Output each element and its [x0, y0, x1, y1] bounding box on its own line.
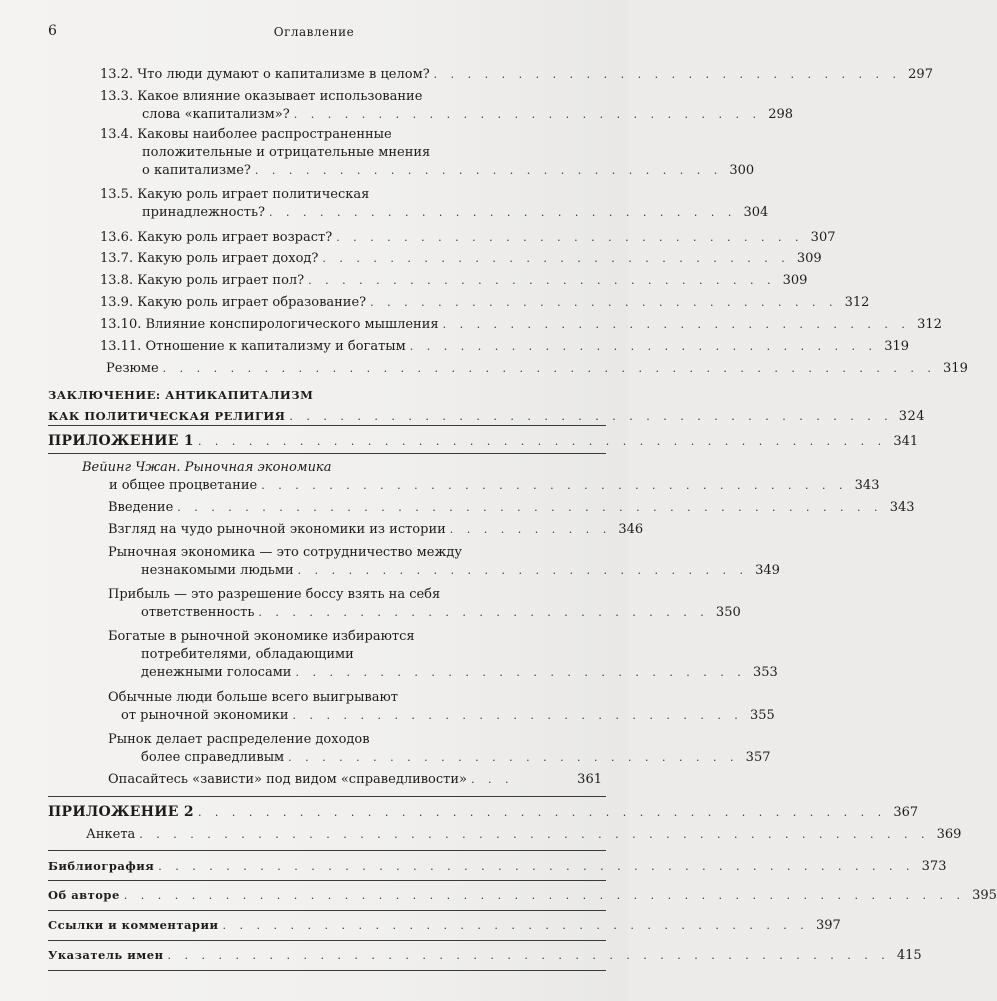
- toc-entry: Введение . . . . . . . . . . . . . . . . . . . . . . . . . . . . . . . . . . . . . . . . . . 343: [108, 500, 915, 515]
- toc-entry-title: 13.4. Каковы наиболее распространенные: [100, 127, 392, 142]
- toc-entry-page: 343: [889, 500, 915, 515]
- toc-entry-page: 312: [844, 295, 870, 310]
- toc-entry-author: Вейинг Чжан. Рыночная экономика: [82, 460, 332, 475]
- toc-entry-title-cont: от рыночной экономики: [121, 708, 289, 723]
- toc-entry-title: Ссылки и комментарии: [48, 918, 219, 932]
- toc-entry-page: 309: [796, 251, 822, 266]
- toc-entry-title-cont: принадлежность?: [142, 205, 265, 220]
- toc-section-appendix-1: ПРИЛОЖЕНИЕ 1 . . . . . . . . . . . . . . . . . . . . . . . . . . . . . . . . . . . . . . . . . 341: [48, 433, 919, 449]
- toc-entry-title: 13.9. Какую роль играет образование?: [100, 295, 367, 310]
- toc-section-notes: Ссылки и комментарии . . . . . . . . . . . . . . . . . . . . . . . . . . . . . . . . . . . 397: [48, 918, 841, 933]
- toc-entry: 13.5. Какую роль играет политическая принадлежность? . . . . . . . . . . . . . . . . . . . . . . . . . . . . 304: [100, 187, 769, 220]
- toc-entry-title: 13.3. Какое влияние оказывает использование: [100, 89, 423, 104]
- section-divider: [48, 425, 606, 426]
- toc-entry-page: 312: [917, 317, 942, 332]
- toc-entry: Опасайтесь «зависти» под видом «справедливости» . . . 361: [108, 772, 602, 787]
- toc-entry-page: 309: [782, 273, 808, 288]
- toc-entry-title: ЗАКЛЮЧЕНИЕ: АНТИКАПИТАЛИЗМ: [48, 388, 314, 402]
- toc-entry-title: Указатель имен: [48, 948, 164, 962]
- toc-entry-title: 13.10. Влияние конспирологического мышления: [100, 317, 439, 332]
- page-number: 6: [48, 23, 57, 39]
- toc-entry: 13.4. Каковы наиболее распространенные положительные и отрицательные мнения о капитализме? . . . . . . . . . . . . . . . . . . . . . . . . . . . . 300: [100, 127, 755, 178]
- toc-entry-page: 343: [854, 478, 880, 493]
- toc-entry-title: Рыночная экономика — это сотрудничество между: [108, 545, 463, 560]
- toc-entry-title: [82, 459, 602, 477]
- toc-entry-page: 349: [755, 563, 780, 578]
- toc-entry-page: 373: [921, 859, 947, 874]
- toc-entry: Взгляд на чудо рыночной экономики из истории . . . . . . . . . . 346: [108, 522, 644, 537]
- toc-entry: Обычные люди больше всего выигрывают от рыночной экономики . . . . . . . . . . . . . . . . . . . . . . . . . . . 355: [108, 690, 775, 723]
- toc-entry-title: Об авторе: [48, 888, 120, 902]
- toc-entry-title: 13.11. Отношение к капитализму и богатым: [100, 339, 406, 354]
- toc-entry-page: 300: [729, 163, 755, 178]
- toc-entry-page: 341: [893, 434, 919, 449]
- toc-entry: 13.10. Влияние конспирологического мышления . . . . . . . . . . . . . . . . . . . . . . . . . . . . 312: [100, 317, 942, 332]
- toc-entry-title: 13.2. Что люди думают о капитализме в целом?: [100, 67, 430, 82]
- toc-entry-title: ПРИЛОЖЕНИЕ 2: [48, 804, 194, 820]
- toc-section-conclusion: ЗАКЛЮЧЕНИЕ: АНТИКАПИТАЛИЗМ КАК ПОЛИТИЧЕСКАЯ РЕЛИГИЯ . . . . . . . . . . . . . . . . . . . . . . . . . . . . . . . . . . . . 324: [48, 388, 926, 424]
- toc-entry-page: 346: [618, 522, 644, 537]
- toc-entry: 13.8. Какую роль играет пол? . . . . . . . . . . . . . . . . . . . . . . . . . . . . 309: [100, 273, 808, 288]
- toc-entry-page: 350: [715, 605, 741, 620]
- toc-entry-page: 353: [752, 665, 778, 680]
- toc-entry-page: 397: [815, 918, 841, 933]
- toc-entry-title-cont: и общее процветание: [109, 478, 258, 493]
- section-divider: [48, 970, 606, 971]
- toc-entry-title: Опасайтесь «зависти» под видом «справедливости»: [108, 772, 467, 787]
- toc-section-index: Указатель имен . . . . . . . . . . . . . . . . . . . . . . . . . . . . . . . . . . . . . . . . . . . 415: [48, 948, 922, 963]
- section-divider: [48, 940, 606, 941]
- section-divider: [48, 796, 606, 797]
- toc-entry-title: 13.6. Какую роль играет возраст?: [100, 230, 333, 245]
- toc-entry: 13.7. Какую роль играет доход? . . . . . . . . . . . . . . . . . . . . . . . . . . . . 309: [100, 251, 822, 266]
- toc-entry-title: 13.7. Какую роль играет доход?: [100, 251, 319, 266]
- running-title: Оглавление: [273, 25, 355, 39]
- toc-entry-page: 367: [893, 805, 919, 820]
- toc-entry-title-cont: ответственность: [141, 605, 255, 620]
- toc-entry-page: 298: [768, 107, 794, 122]
- toc-entry-page: 415: [896, 948, 922, 963]
- toc-entry-page: 361: [577, 772, 602, 787]
- toc-entry-title: Резюме: [106, 361, 159, 376]
- toc-entry: 13.6. Какую роль играет возраст? . . . . . . . . . . . . . . . . . . . . . . . . . . . . 307: [100, 230, 836, 245]
- toc-entry-title-cont: более справедливым: [141, 750, 285, 765]
- toc-entry: 13.11. Отношение к капитализму и богатым . . . . . . . . . . . . . . . . . . . . . . . . . . . . 319: [100, 339, 910, 354]
- toc-entry-title: Богатые в рыночной экономике избираются: [108, 629, 415, 644]
- toc-entry-title-cont: КАК ПОЛИТИЧЕСКАЯ РЕЛИГИЯ: [48, 409, 286, 423]
- toc-section-bibliography: Библиография . . . . . . . . . . . . . . . . . . . . . . . . . . . . . . . . . . . . . . . . . . . . . 373: [48, 859, 947, 874]
- toc-section-about-author: Об авторе . . . . . . . . . . . . . . . . . . . . . . . . . . . . . . . . . . . . . . . . . . . . . . . . . . 395: [48, 888, 997, 903]
- toc-entry-page: 304: [743, 205, 769, 220]
- toc-entry: Вейинг Чжан. Рыночная экономика и общее процветание . . . . . . . . . . . . . . . . . . . . . . . . . . . . . . . . . . . 343: [82, 460, 880, 493]
- toc-entry-title: Библиография: [48, 859, 155, 873]
- toc-entry: 13.3. Какое влияние оказывает использование слова «капитализм»? . . . . . . . . . . . . . . . . . . . . . . . . . . . . 298: [100, 89, 794, 122]
- toc-entry-page: 319: [884, 339, 910, 354]
- toc-entry-page: 369: [936, 827, 962, 842]
- toc-entry-title-cont: слова «капитализм»?: [142, 107, 290, 122]
- toc-entry-page: 324: [898, 409, 926, 424]
- toc-entry: Рынок делает распределение доходов более справедливым . . . . . . . . . . . . . . . . . . . . . . . . . . . 357: [108, 732, 771, 765]
- toc-entry-title-cont: потребителями, обладающими: [141, 647, 354, 662]
- toc-entry-page: 357: [745, 750, 771, 765]
- toc-entry-page: 395: [972, 888, 997, 903]
- toc-entry-title-cont: о капитализме?: [142, 163, 251, 178]
- toc-entry-title: Рынок делает распределение доходов: [108, 732, 370, 747]
- toc-entry-page: 355: [749, 708, 775, 723]
- toc-entry-page: 297: [908, 67, 933, 82]
- toc-entry-title-cont: денежными голосами: [141, 665, 292, 680]
- toc-entry: 13.2. Что люди думают о капитализме в целом? . . . . . . . . . . . . . . . . . . . . . . . . . . . . 297: [100, 67, 933, 82]
- toc-entry: Рыночная экономика — это сотрудничество между незнакомыми людьми . . . . . . . . . . . . . . . . . . . . . . . . . . . 349: [108, 545, 780, 578]
- toc-entry: Анкета . . . . . . . . . . . . . . . . . . . . . . . . . . . . . . . . . . . . . . . . . . . . . . . 369: [86, 827, 962, 842]
- section-divider: [48, 850, 606, 851]
- toc-entry: Прибыль — это разрешение боссу взять на себя ответственность . . . . . . . . . . . . . . . . . . . . . . . . . . . 350: [108, 587, 741, 620]
- toc-entry-title: ПРИЛОЖЕНИЕ 1: [48, 433, 194, 449]
- toc-entry-title: Обычные люди больше всего выигрывают: [108, 690, 398, 705]
- toc-entry-page: 319: [943, 361, 968, 376]
- toc-entry-title: 13.5. Какую роль играет политическая: [100, 187, 370, 202]
- toc-entry: Резюме . . . . . . . . . . . . . . . . . . . . . . . . . . . . . . . . . . . . . . . . . . . . . . 319: [106, 361, 968, 376]
- toc-entry: 13.9. Какую роль играет образование? . . . . . . . . . . . . . . . . . . . . . . . . . . . . 312: [100, 295, 870, 310]
- section-divider: [48, 880, 606, 881]
- toc-entry-title: Введение: [108, 500, 174, 515]
- section-divider: [48, 910, 606, 911]
- toc-entry-title: Взгляд на чудо рыночной экономики из истории: [108, 522, 446, 537]
- toc-entry-title: 13.8. Какую роль играет пол?: [100, 273, 305, 288]
- toc-entry-title-cont: положительные и отрицательные мнения: [142, 145, 431, 160]
- toc-entry-title: Прибыль — это разрешение боссу взять на себя: [108, 587, 441, 602]
- section-divider: [48, 453, 606, 454]
- toc-entry-title-cont: незнакомыми людьми: [141, 563, 294, 578]
- toc-entry: Богатые в рыночной экономике избираются потребителями, обладающими денежными голосами . . . . . . . . . . . . . . . . . . . . . . . . . . . 353: [108, 629, 778, 680]
- toc-entry-title: Анкета: [86, 827, 136, 842]
- toc-entry-page: 307: [810, 230, 836, 245]
- toc-section-appendix-2: ПРИЛОЖЕНИЕ 2 . . . . . . . . . . . . . . . . . . . . . . . . . . . . . . . . . . . . . . . . . 367: [48, 804, 919, 820]
